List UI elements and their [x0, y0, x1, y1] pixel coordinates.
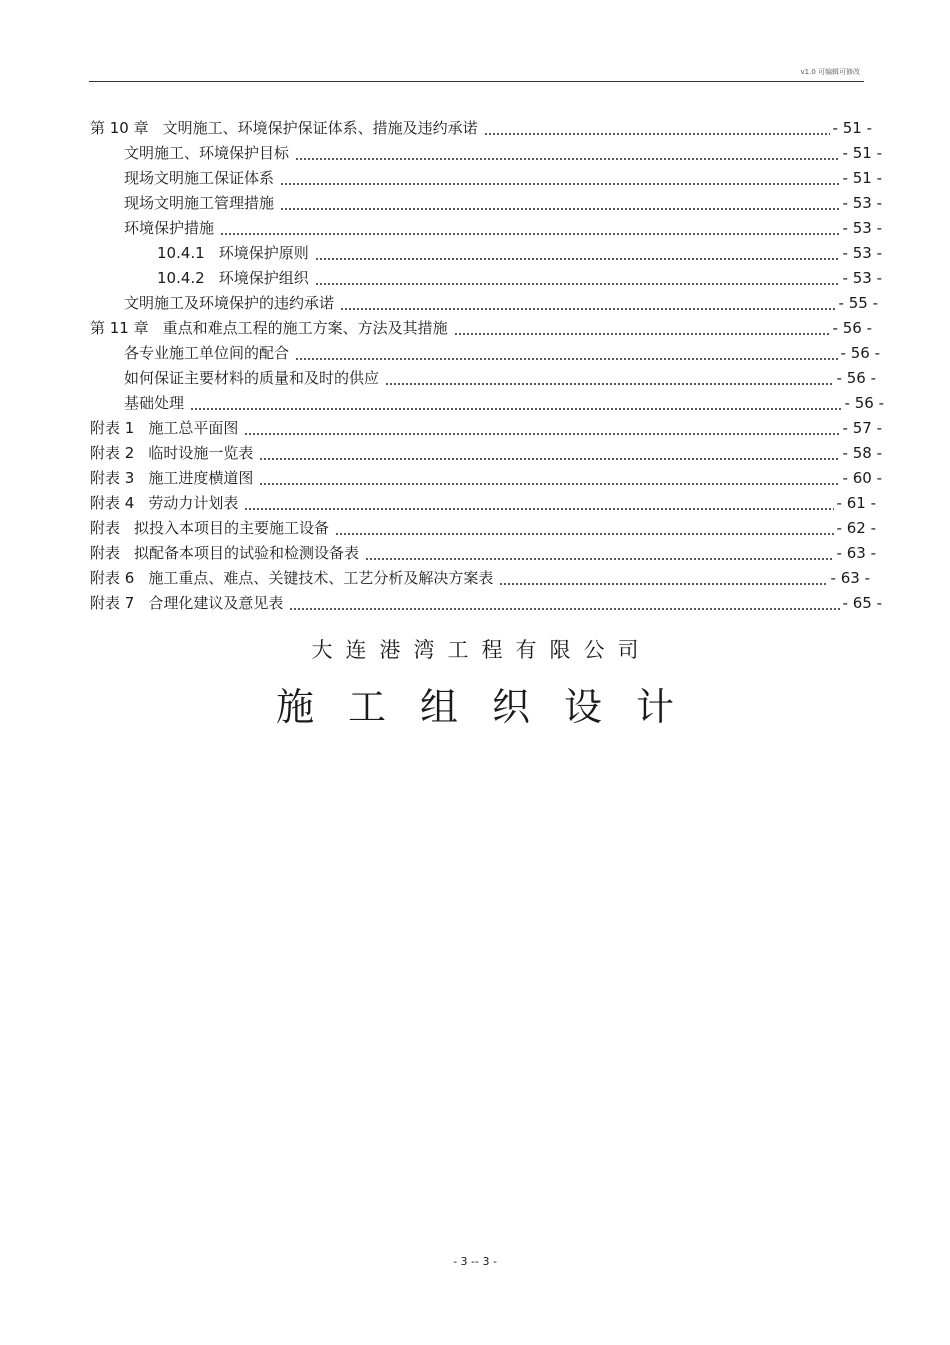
toc-entry-page: - 51 - — [842, 169, 882, 187]
toc-entry-page: - 60 - — [842, 469, 882, 487]
company-name: 大连港湾工程有限公司 — [311, 638, 652, 662]
toc-leader-dots — [259, 483, 839, 485]
toc-leader-dots — [484, 133, 830, 135]
toc-entry-page: - 65 - — [842, 594, 882, 612]
toc-entry[interactable] — [90, 441, 882, 466]
toc-leader-dots — [280, 183, 840, 185]
toc-entry[interactable] — [90, 316, 872, 341]
toc-entry-page: - 62 - — [836, 519, 876, 537]
toc-entry-page: - 56 - — [832, 319, 872, 337]
toc-leader-dots — [244, 433, 839, 435]
toc-entry[interactable] — [124, 216, 882, 241]
toc-entry-title: 重点和难点工程的施工方案、方法及其措施 — [162, 319, 448, 337]
toc-leader-dots — [454, 333, 830, 335]
toc-leader-dots — [340, 308, 836, 310]
toc-leader-dots — [315, 258, 840, 260]
toc-entry-page: - 53 - — [842, 194, 882, 212]
toc-entry-title: 环境保护原则 — [218, 244, 309, 262]
toc-entry-number: 附表 4 — [90, 494, 135, 512]
toc-entry-number: 第 10 章 — [90, 119, 149, 137]
toc-leader-dots — [315, 283, 840, 285]
toc-entry-title: 临时设施一览表 — [148, 444, 254, 462]
toc-leader-dots — [259, 458, 839, 460]
toc-entry-page: - 51 - — [842, 144, 882, 162]
toc-entry-title: 合理化建议及意见表 — [148, 594, 284, 612]
toc-entry-page: - 55 - — [838, 294, 878, 312]
toc-entry[interactable] — [124, 166, 882, 191]
toc-entry-number: 附表 2 — [90, 444, 135, 462]
toc-entry-title: 文明施工、环境保护目标 — [124, 144, 290, 162]
toc-entry-title: 施工进度横道图 — [148, 469, 254, 487]
toc-entry-number: 附表 — [90, 544, 121, 562]
toc-entry-title: 各专业施工单位间的配合 — [124, 344, 290, 362]
toc-entry[interactable] — [124, 341, 880, 366]
toc-entry-page: - 58 - — [842, 444, 882, 462]
toc-entry-title: 如何保证主要材料的质量和及时的供应 — [124, 369, 380, 387]
toc-leader-dots — [295, 158, 840, 160]
toc-entry-title: 文明施工、环境保护保证体系、措施及违约承诺 — [162, 119, 478, 137]
toc-entry[interactable] — [90, 516, 876, 541]
toc-entry-page: - 56 - — [836, 369, 876, 387]
toc-entry[interactable] — [157, 266, 882, 291]
toc-entry[interactable] — [90, 591, 882, 616]
toc-entry-title: 拟投入本项目的主要施工设备 — [134, 519, 330, 537]
toc-entry-number: 附表 3 — [90, 469, 135, 487]
toc-entry-title: 拟配备本项目的试验和检测设备表 — [134, 544, 360, 562]
toc-entry-title: 环境保护措施 — [124, 219, 215, 237]
toc-entry[interactable] — [90, 566, 870, 591]
toc-entry-page: - 51 - — [832, 119, 872, 137]
header-version-note: v1.0 可编辑可修改 — [800, 68, 860, 76]
toc-entry[interactable] — [124, 291, 878, 316]
toc-leader-dots — [295, 358, 838, 360]
toc-entry-number: 附表 6 — [90, 569, 135, 587]
toc-entry-page: - 56 - — [844, 394, 884, 412]
toc-entry-title: 环境保护组织 — [218, 269, 309, 287]
toc-entry-title: 现场文明施工保证体系 — [124, 169, 275, 187]
toc-leader-dots — [499, 583, 827, 585]
toc-entry-title: 劳动力计划表 — [148, 494, 239, 512]
toc-entry-page: - 57 - — [842, 419, 882, 437]
toc-entry-title: 基础处理 — [124, 394, 185, 412]
toc-leader-dots — [289, 608, 839, 610]
toc-leader-dots — [280, 208, 840, 210]
toc-entry-title: 现场文明施工管理措施 — [124, 194, 275, 212]
toc-entry-number: 附表 — [90, 519, 121, 537]
toc-leader-dots — [335, 533, 834, 535]
toc-leader-dots — [220, 233, 840, 235]
toc-entry[interactable] — [124, 191, 882, 216]
toc-entry-number: 附表 1 — [90, 419, 135, 437]
toc-entry[interactable] — [90, 541, 876, 566]
toc-entry-title: 施工总平面图 — [148, 419, 239, 437]
toc-entry[interactable] — [90, 466, 882, 491]
toc-entry-number: 10.4.2 — [157, 269, 205, 287]
toc-entry[interactable] — [90, 416, 882, 441]
toc-entry-page: - 56 - — [840, 344, 880, 362]
page-number: - 3 -- 3 - — [453, 1255, 497, 1268]
toc-entry[interactable] — [157, 241, 882, 266]
toc-entry-page: - 53 - — [842, 269, 882, 287]
toc-entry-page: - 53 - — [842, 244, 882, 262]
toc-entry[interactable] — [90, 116, 872, 141]
toc-entry-number: 第 11 章 — [90, 319, 149, 337]
toc-entry-page: - 63 - — [830, 569, 870, 587]
document-title: 施工组织设计 — [275, 685, 708, 729]
toc-entry-number: 10.4.1 — [157, 244, 205, 262]
toc-entry-page: - 63 - — [836, 544, 876, 562]
toc-entry-page: - 61 - — [836, 494, 876, 512]
header-rule — [89, 81, 864, 82]
toc-entry[interactable] — [124, 391, 884, 416]
toc-entry-title: 施工重点、难点、关键技术、工艺分析及解决方案表 — [148, 569, 494, 587]
toc-entry-page: - 53 - — [842, 219, 882, 237]
toc-leader-dots — [385, 383, 834, 385]
toc-leader-dots — [244, 508, 833, 510]
toc-entry[interactable] — [90, 491, 876, 516]
toc-leader-dots — [365, 558, 834, 560]
toc-entry-title: 文明施工及环境保护的违约承诺 — [124, 294, 335, 312]
toc-entry-number: 附表 7 — [90, 594, 135, 612]
toc-entry[interactable] — [124, 366, 876, 391]
toc-leader-dots — [190, 408, 842, 410]
toc-entry[interactable] — [124, 141, 882, 166]
